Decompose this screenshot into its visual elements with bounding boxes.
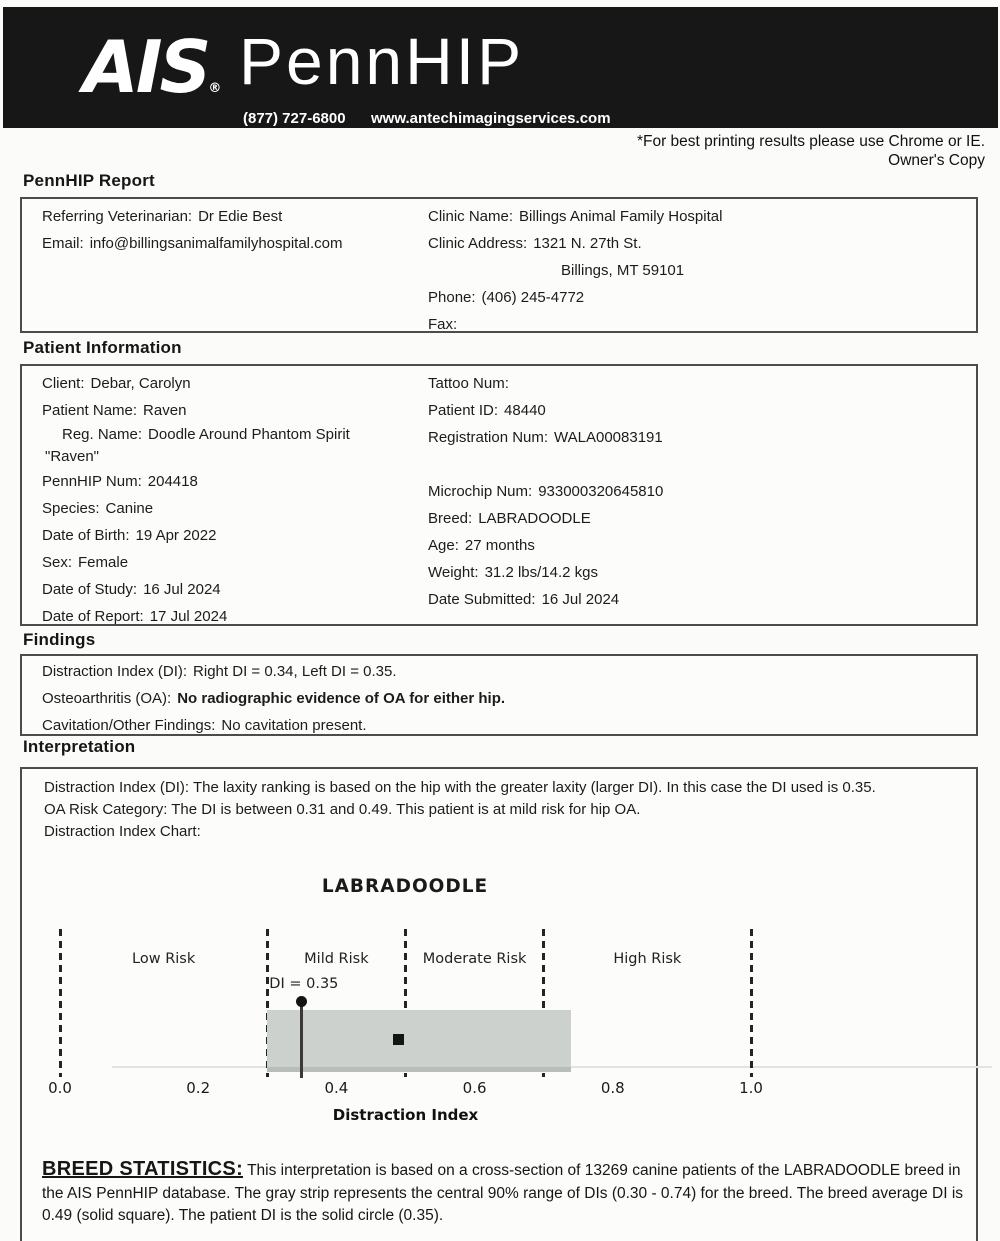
heading-interpretation: Interpretation	[23, 737, 136, 756]
x-axis-tick-label: 0.0	[48, 1079, 72, 1097]
print-note-line2: Owner's Copy	[888, 152, 985, 169]
row-label: Species:	[42, 500, 100, 517]
row-value: 1321 N. 27th St.	[533, 235, 642, 252]
row-label: Referring Veterinarian:	[42, 208, 193, 225]
interpretation-text	[22, 777, 950, 843]
info-row	[42, 370, 428, 397]
info-row	[42, 468, 428, 495]
patient-di-stem	[300, 1002, 303, 1078]
row-value: Female	[78, 554, 129, 571]
row-value: 17 Jul 2024	[149, 608, 228, 625]
risk-zone-label: High Risk	[613, 951, 682, 967]
row-label: Date of Report:	[42, 608, 144, 625]
row-value: 16 Jul 2024	[541, 591, 620, 608]
interpretation-box	[20, 767, 978, 1241]
row-value: Billings Animal Family Hospital	[519, 208, 723, 225]
pennhip-logo: PennHIP	[239, 24, 525, 98]
row-value: Right DI = 0.34, Left DI = 0.35.	[193, 663, 397, 680]
row-label: Distraction Index (DI):	[42, 663, 188, 680]
row-label: Patient ID:	[428, 402, 499, 419]
breed-range-strip	[267, 1010, 571, 1072]
interpretation-paragraph-risk: OA Risk Category: The DI is between 0.31 and 0.49. This patient is at mild risk for hip OA.	[44, 801, 641, 818]
info-row	[428, 257, 976, 284]
row-label: Registration Num:	[428, 429, 549, 446]
row-value: 27 months	[464, 537, 535, 554]
info-row	[42, 522, 428, 549]
info-row	[428, 311, 976, 338]
row-label: Patient Name:	[42, 402, 138, 419]
heading-pennhip-report: PennHIP Report	[23, 171, 155, 190]
row-label: Date Submitted:	[428, 591, 536, 608]
row-label: Cavitation/Other Findings:	[42, 717, 216, 734]
row-label: Clinic Address:	[428, 235, 528, 252]
info-row	[428, 451, 976, 478]
row-label: Breed:	[428, 510, 473, 527]
info-row	[428, 284, 976, 311]
info-row	[428, 230, 976, 257]
info-row	[42, 230, 428, 257]
info-row	[428, 424, 976, 451]
info-row	[428, 370, 976, 397]
row-label: Weight:	[428, 564, 479, 581]
row-label: Sex:	[42, 554, 73, 571]
patient-box-right-column	[428, 370, 976, 630]
info-row	[428, 559, 976, 586]
row-label: Email:	[42, 235, 84, 252]
row-value: info@billingsanimalfamilyhospital.com	[89, 235, 343, 252]
patient-info-box	[20, 364, 978, 626]
x-axis-title: Distraction Index	[332, 1106, 479, 1124]
info-row	[428, 478, 976, 505]
info-row	[22, 424, 397, 468]
row-value: 16 Jul 2024	[143, 581, 221, 598]
info-row	[428, 505, 976, 532]
ais-logo: AIS®	[83, 25, 222, 109]
info-row	[42, 658, 976, 685]
report-box-right-column	[428, 203, 976, 338]
breed-statistics-heading: BREED STATISTICS:	[42, 1158, 244, 1180]
row-value: No cavitation present.	[221, 717, 367, 734]
breed-statistics-text: This interpretation is based on a cross-section of 13269 canine patients of the LABRADOODLE breed in the AIS PennHIP database. The gray strip represents the central 90% range of DIs (0.30 - 0.74) for the breed. The breed average DI is 0.49 (solid square). The patient DI is the solid circle (0.35).	[42, 1162, 964, 1224]
info-row	[42, 397, 428, 424]
risk-zone-label: Mild Risk	[304, 951, 369, 967]
findings-box	[20, 654, 978, 736]
row-value: 31.2 lbs/14.2 kgs	[484, 564, 599, 581]
row-value: LABRADOODLE	[478, 510, 591, 527]
patient-di-label: DI = 0.35	[269, 976, 339, 992]
info-row	[42, 495, 428, 522]
breed-statistics	[42, 1158, 972, 1228]
row-value: 19 Apr 2022	[135, 527, 217, 544]
row-label: Date of Study:	[42, 581, 138, 598]
row-label: Date of Birth:	[42, 527, 130, 544]
x-axis-tick-label: 0.8	[600, 1079, 625, 1097]
breed-average-marker	[393, 1034, 404, 1045]
x-axis-tick-label: 0.6	[462, 1079, 487, 1097]
di-chart-plot	[22, 929, 976, 1139]
header-website-link[interactable]: www.antechimagingservices.com	[371, 110, 611, 127]
chart-title: LABRADOODLE	[321, 876, 489, 897]
info-row	[42, 685, 976, 712]
heading-findings: Findings	[23, 630, 96, 649]
info-row	[428, 586, 976, 613]
row-label: Phone:	[428, 289, 476, 306]
info-row	[428, 203, 976, 230]
row-value: No radiographic evidence of OA for either hip.	[177, 690, 506, 707]
patient-di-marker	[296, 996, 307, 1007]
report-info-box	[20, 197, 978, 333]
header-banner	[3, 7, 998, 128]
row-value: Billings, MT 59101	[561, 262, 685, 279]
row-value: Raven	[143, 402, 187, 419]
registered-trademark-icon: ®	[208, 81, 222, 96]
row-label: Client:	[42, 375, 85, 392]
row-value: Debar, Carolyn	[90, 375, 191, 392]
info-row	[42, 576, 428, 603]
info-row	[428, 397, 976, 424]
row-value: 48440	[504, 402, 546, 419]
row-value: Doodle Around Phantom Spirit "Raven"	[45, 426, 350, 465]
print-note	[637, 132, 985, 170]
findings-rows	[22, 656, 976, 739]
info-row	[42, 712, 976, 739]
row-label: Microchip Num:	[428, 483, 533, 500]
row-value: Canine	[105, 500, 154, 517]
row-label: Osteoarthritis (OA):	[42, 690, 172, 707]
row-label: Tattoo Num:	[428, 375, 509, 392]
interpretation-paragraph-di: Distraction Index (DI): The laxity ranking is based on the hip with the greater laxity (larger DI). In this case the DI used is 0.35.	[44, 779, 876, 796]
row-label: Reg. Name:	[62, 426, 143, 443]
row-label: Clinic Name:	[428, 208, 514, 225]
info-row	[428, 532, 976, 559]
risk-zone-label: Low Risk	[132, 951, 196, 967]
row-value: WALA00083191	[554, 429, 663, 446]
x-axis-tick-label: 1.0	[739, 1079, 763, 1097]
info-row	[42, 603, 428, 630]
row-value: 204418	[147, 473, 198, 490]
x-axis-tick-label: 0.4	[324, 1079, 349, 1097]
heading-patient-information: Patient Information	[23, 338, 182, 357]
report-box-left-column	[22, 203, 428, 338]
interpretation-paragraph-chart: Distraction Index Chart:	[44, 823, 201, 840]
print-note-line1: *For best printing results please use Chrome or IE.	[636, 133, 985, 150]
row-label: Fax:	[428, 316, 458, 333]
risk-zone-label: Moderate Risk	[422, 951, 527, 967]
row-value: (406) 245-4772	[481, 289, 585, 306]
zone-boundary-dashed-line	[59, 929, 62, 1077]
row-label: Age:	[428, 537, 459, 554]
row-label: PennHIP Num:	[42, 473, 142, 490]
row-value: 933000320645810	[538, 483, 664, 500]
row-value: Dr Edie Best	[198, 208, 283, 225]
header-phone: (877) 727-6800	[243, 110, 346, 127]
x-axis-tick-label: 0.2	[186, 1079, 211, 1097]
info-row	[42, 549, 428, 576]
zone-boundary-dashed-line	[750, 929, 753, 1077]
info-row	[42, 203, 428, 230]
patient-box-left-column	[22, 370, 428, 630]
